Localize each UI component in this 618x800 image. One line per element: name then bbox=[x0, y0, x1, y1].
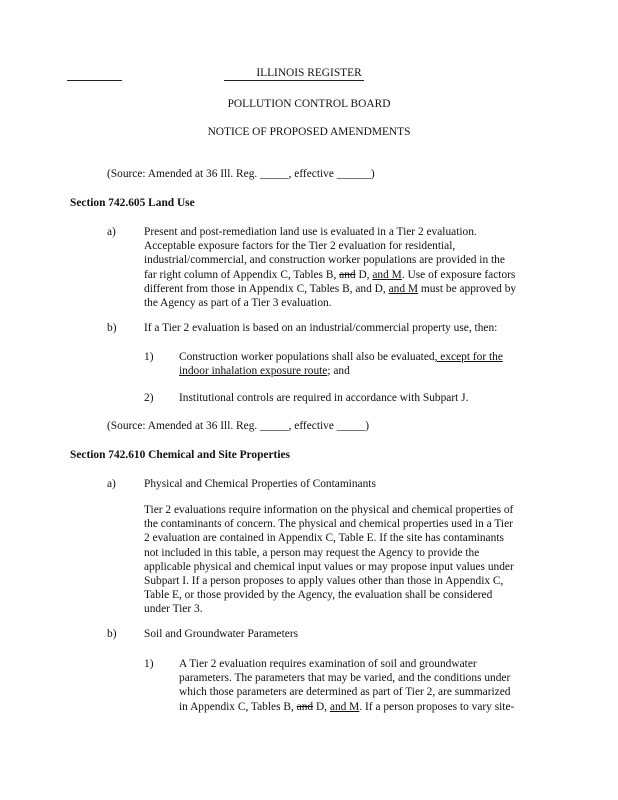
section-610-b1-text: A Tier 2 evaluation requires examination of soil and groundwater parameters. The parameters that may be varied, and the conditions under which those parameters are determined as part of Tier 2, are summarized in Appendix C, Tables B, and D, and M. If a person proposes to vary site- bbox=[179, 658, 515, 713]
section-605-b2-label: 2) bbox=[144, 392, 154, 404]
section-605-b-text: If a Tier 2 evaluation is based on an industrial/commercial property use, then: bbox=[144, 322, 498, 334]
section-610-title: Section 742.610 Chemical and Site Properties bbox=[70, 449, 290, 461]
source-note-2: (Source: Amended at 36 Ill. Reg. _____, effective _____) bbox=[107, 420, 370, 432]
insert-and-m: and M bbox=[388, 282, 419, 295]
source-note-1: (Source: Amended at 36 Ill. Reg. _____, effective ______) bbox=[107, 168, 375, 180]
insert-except: , except for the bbox=[434, 351, 503, 363]
notice-title: NOTICE OF PROPOSED AMENDMENTS bbox=[207, 126, 411, 138]
section-610-a-label: a) bbox=[107, 478, 116, 490]
register-title: ILLINOIS REGISTER bbox=[256, 67, 362, 79]
section-605-b-label: b) bbox=[107, 322, 117, 334]
section-605-a-label: a) bbox=[107, 226, 116, 238]
board-title: POLLUTION CONTROL BOARD bbox=[227, 98, 391, 110]
strike-and: and bbox=[339, 268, 356, 281]
strike-and: and bbox=[296, 700, 314, 713]
section-605-b1-text: Construction worker populations shall also be evaluated, except for the indoor inhalation exposure route; and bbox=[179, 351, 503, 378]
section-605-b2-text: Institutional controls are required in accordance with Subpart J. bbox=[179, 392, 469, 404]
section-610-b-label: b) bbox=[107, 628, 117, 640]
insert-and-m: and M bbox=[372, 268, 402, 281]
insert-indoor: indoor inhalation exposure route bbox=[179, 365, 328, 378]
section-610-b-heading: Soil and Groundwater Parameters bbox=[144, 628, 299, 640]
section-605-b1-label: 1) bbox=[144, 351, 154, 363]
section-610-a-text: Tier 2 evaluations require information on the physical and chemical properties of the contaminants of concern. The physical and chemical properties used in a Tier 2 evaluation are contained in Appendix C, Table E. If the site has contaminants not included in this table, a person may request the Agency to provide the applicable physical and chemical input values or may propose input values under Subpart I. If a person proposes to apply values other than those in Appendix C, Table E, or those provided by the Agency, the evaluation shall be considered under Tier 3. bbox=[144, 504, 514, 616]
section-610-b1-label: 1) bbox=[144, 658, 154, 670]
insert-and-m: and M bbox=[329, 700, 360, 713]
section-610-a-heading: Physical and Chemical Properties of Contaminants bbox=[144, 478, 376, 490]
section-605-a-text: Present and post-remediation land use is evaluated in a Tier 2 evaluation. Acceptable exposure factors for the Tier 2 evaluation for residential, industrial/commercial, and construction worker populations are provided in the far right column of Appendix C, Tables B, and D, and M. Use of exposure factors different from those in Appendix C, Tables B, and D, and M must be approved by the Agency as part of a Tier 3 evaluation. bbox=[144, 226, 517, 310]
header-center-rule bbox=[224, 80, 364, 81]
section-605-title: Section 742.605 Land Use bbox=[70, 197, 195, 209]
